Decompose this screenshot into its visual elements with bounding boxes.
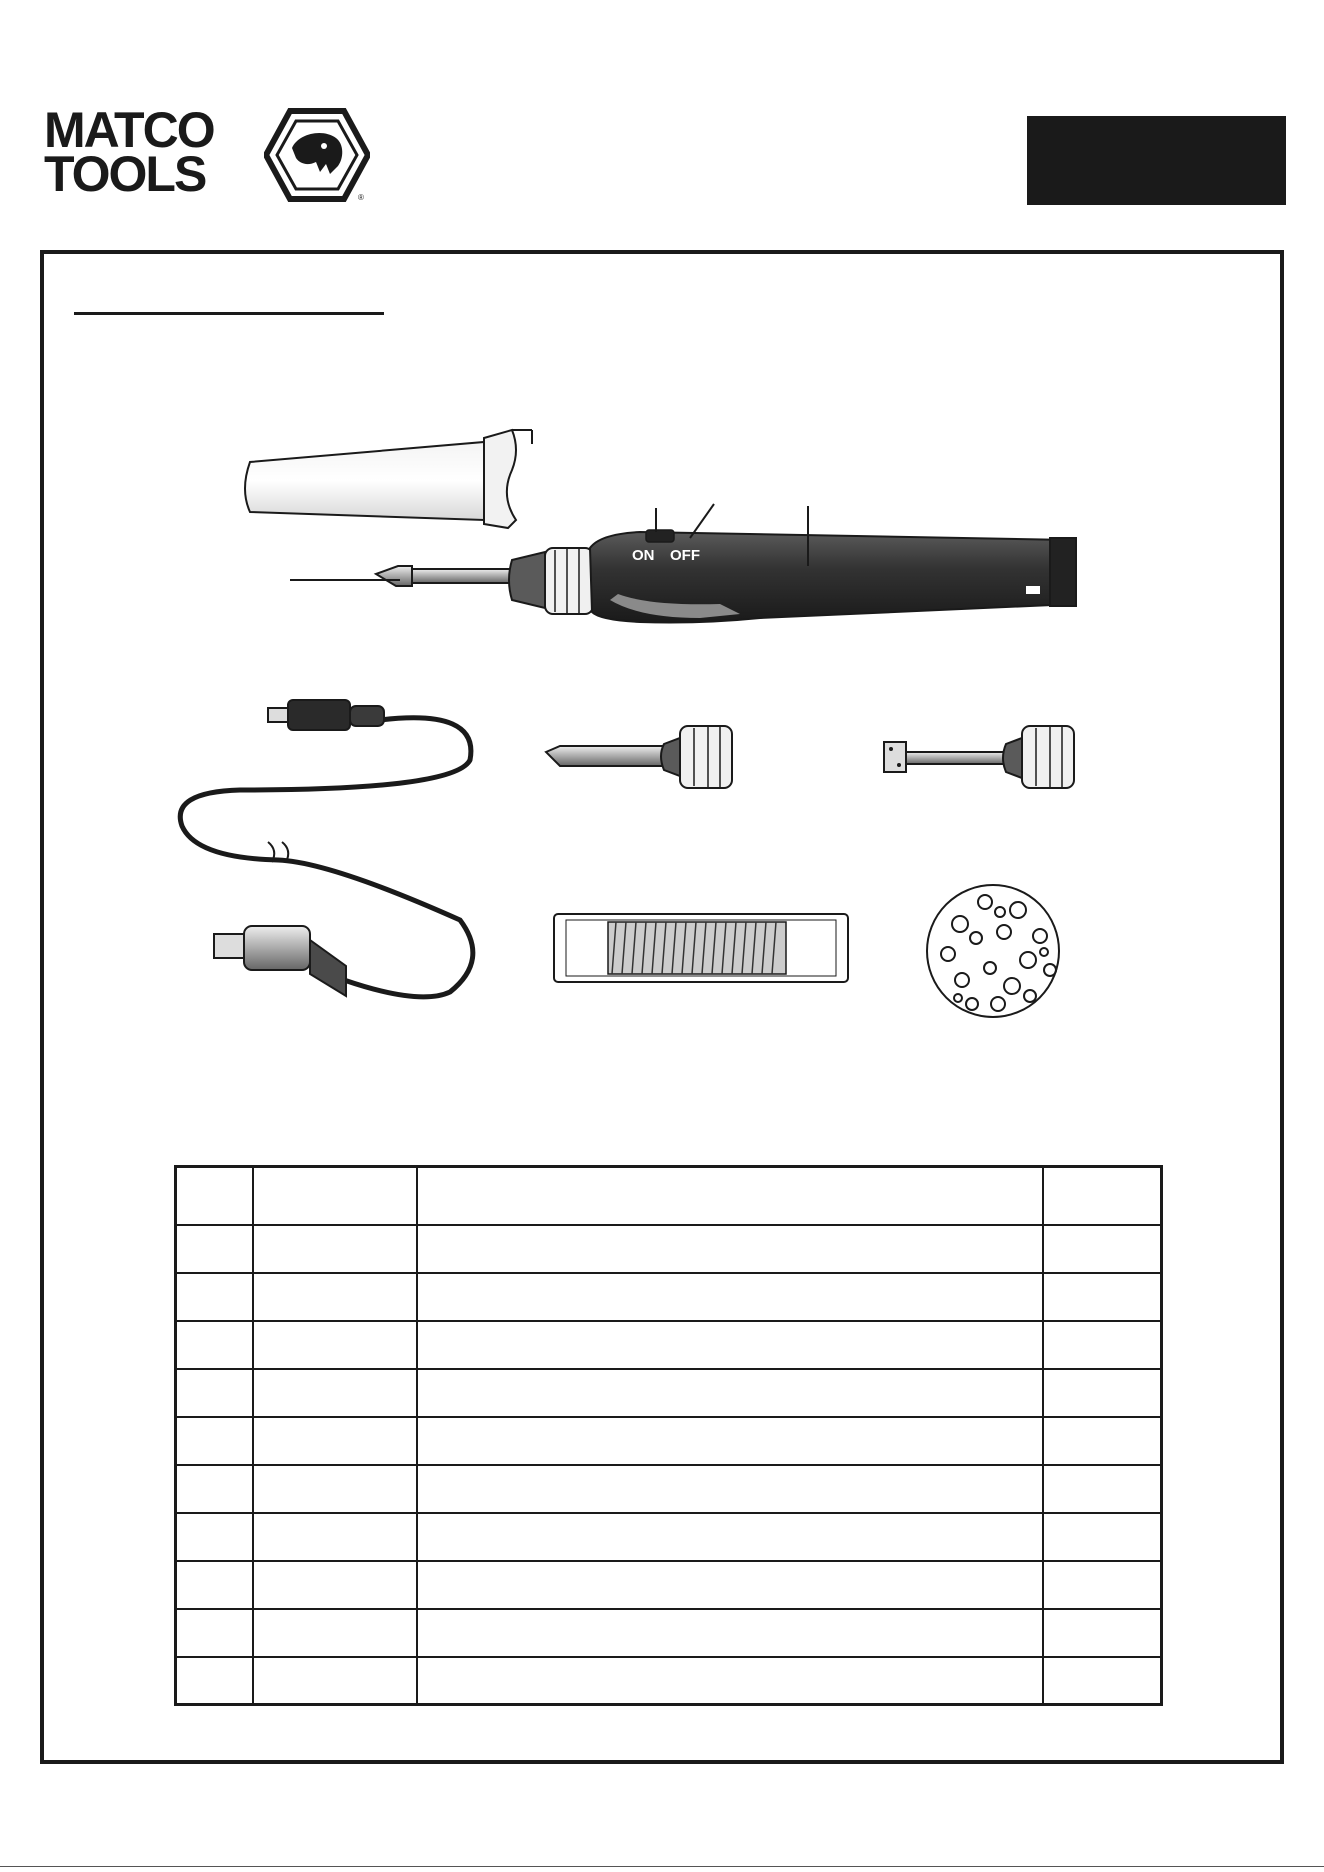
table-row (176, 1657, 1162, 1705)
table-row (176, 1465, 1162, 1513)
table-cell (176, 1609, 253, 1657)
table-cell (176, 1465, 253, 1513)
table-cell (176, 1369, 253, 1417)
header-cell-no (176, 1167, 253, 1225)
table-cell (417, 1609, 1044, 1657)
solder-tube (554, 914, 848, 982)
table-cell (253, 1561, 417, 1609)
table-cell (1043, 1609, 1161, 1657)
table-row (176, 1513, 1162, 1561)
table-cell (253, 1369, 417, 1417)
table-row (176, 1417, 1162, 1465)
table-cell (176, 1561, 253, 1609)
table-cell (417, 1225, 1044, 1273)
logo-line-matco: MATCO (44, 102, 214, 158)
table-cell (1043, 1417, 1161, 1465)
switch-off-label: OFF (670, 547, 700, 564)
conical-tip (546, 726, 732, 788)
parts-list-table (174, 1165, 1163, 1706)
table-cell (176, 1321, 253, 1369)
table-cell (176, 1657, 253, 1705)
table-cell (417, 1321, 1044, 1369)
logo-line-tools: TOOLS (44, 146, 206, 202)
table-cell (1043, 1513, 1161, 1561)
table-header-row (176, 1167, 1162, 1225)
protective-cap (245, 430, 532, 528)
header-cell-qty (1043, 1167, 1161, 1225)
table-cell (253, 1513, 417, 1561)
table-cell (417, 1561, 1044, 1609)
table-cell (1043, 1321, 1161, 1369)
table-cell (253, 1657, 417, 1705)
table-cell (1043, 1273, 1161, 1321)
table-cell (1043, 1657, 1161, 1705)
table-cell (417, 1417, 1044, 1465)
switch-on-label: ON (632, 547, 655, 564)
table-row (176, 1561, 1162, 1609)
table-cell (1043, 1561, 1161, 1609)
page-bottom-rule (0, 1866, 1324, 1867)
table-cell (1043, 1465, 1161, 1513)
header-cell-part-number (253, 1167, 417, 1225)
table-row (176, 1321, 1162, 1369)
table-cell (176, 1273, 253, 1321)
table-row (176, 1273, 1162, 1321)
table-cell (1043, 1369, 1161, 1417)
table-row (176, 1225, 1162, 1273)
wide-tip (884, 726, 1074, 788)
table-cell (176, 1225, 253, 1273)
table-cell (1043, 1225, 1161, 1273)
table-cell (253, 1417, 417, 1465)
table-cell (176, 1513, 253, 1561)
table-cell (417, 1273, 1044, 1321)
usb-cable (180, 700, 473, 997)
table-cell (253, 1273, 417, 1321)
table-cell (253, 1609, 417, 1657)
table-cell (253, 1225, 417, 1273)
table-cell (417, 1465, 1044, 1513)
cleaning-sponge (927, 885, 1059, 1017)
table-cell (417, 1657, 1044, 1705)
table-row (176, 1609, 1162, 1657)
table-cell (253, 1321, 417, 1369)
table-row (176, 1369, 1162, 1417)
table-cell (253, 1465, 417, 1513)
header-cell-description (417, 1167, 1044, 1225)
table-cell (417, 1369, 1044, 1417)
table-cell (176, 1417, 253, 1465)
svg-text:®: ® (358, 193, 364, 202)
soldering-iron (290, 504, 1076, 623)
table-cell (417, 1513, 1044, 1561)
